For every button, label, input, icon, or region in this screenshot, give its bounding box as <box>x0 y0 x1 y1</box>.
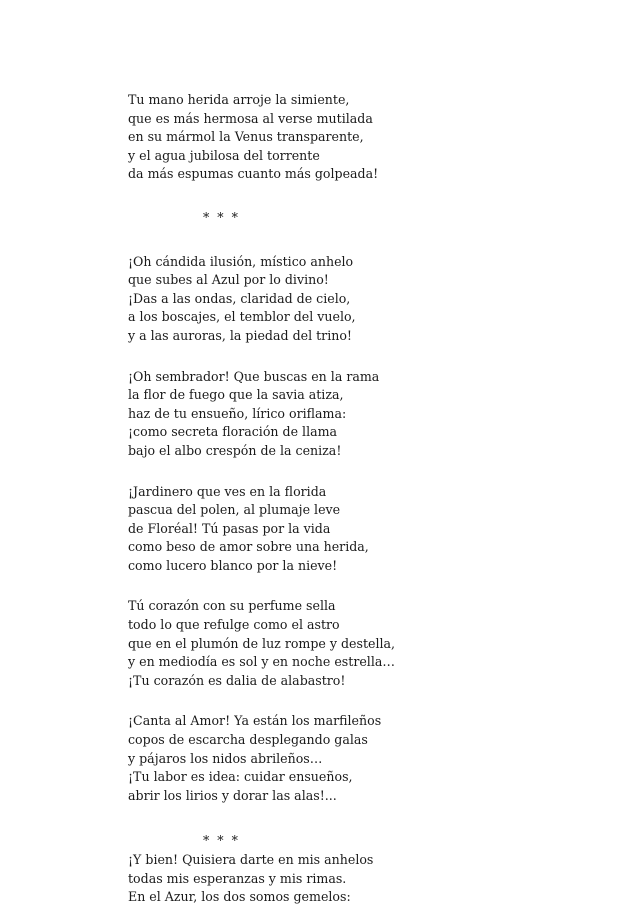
stanza-1 <box>128 91 608 184</box>
section-separator: * * * <box>203 209 240 225</box>
verse-line: como lucero blanco por la nieve! <box>128 557 338 573</box>
verse-line: la flor de fuego que la savia atiza, <box>128 387 344 403</box>
verse-line: ¡Y bien! Quisiera darte en mis anhelos <box>128 852 374 867</box>
verse-line: que en el plumón de luz rompe y destella, <box>128 635 396 651</box>
verse-line: Tu mano herida arroje la simiente, <box>128 92 350 107</box>
verse-line: pascua del polen, al plumaje leve <box>128 502 341 518</box>
verse-line: ¡Tu corazón es dalia de alabastro! <box>128 672 346 688</box>
stanza-2 <box>128 253 608 346</box>
verse-line: y a las auroras, la piedad del trino! <box>128 327 352 343</box>
verse-line: todo lo que refulge como el astro <box>128 617 340 633</box>
verse-line: y en mediodía es sol y en noche estrella… <box>128 654 395 670</box>
verse-line: en su mármol la Venus transparente, <box>128 129 364 145</box>
verse-line: de Floréal! Tú pasas por la vida <box>128 520 331 536</box>
verse-line: da más espumas cuanto más golpeada! <box>128 166 379 182</box>
verse-line: como beso de amor sobre una herida, <box>128 539 369 555</box>
verse-line: todas mis esperanzas y mis rimas. <box>128 870 347 886</box>
verse-line: copos de escarcha desplegando galas <box>128 732 368 748</box>
verse-line: y pájaros los nidos abrileños… <box>128 750 323 766</box>
verse-line: ¡como secreta floración de llama <box>128 424 338 440</box>
stanza-5 <box>128 597 608 690</box>
stanza-6 <box>128 712 608 805</box>
verse-line: ¡Oh sembrador! Que buscas en la rama <box>128 368 380 384</box>
verse-line: En el Azur, los dos somos gemelos: <box>128 889 351 905</box>
verse-line: ¡Oh cándida ilusión, místico anhelo <box>128 253 354 269</box>
verse-line: abrir los lirios y dorar las alas!... <box>128 787 337 803</box>
stanza-7 <box>128 851 608 907</box>
verse-line: ¡Tu labor es idea: cuidar ensueños, <box>128 769 353 785</box>
verse-line: Tú corazón con su perfume sella <box>128 598 336 614</box>
verse-line: ¡Canta al Amor! Ya están los marfileños <box>128 713 382 729</box>
verse-line: bajo el albo crespón de la ceniza! <box>128 442 342 458</box>
verse-line: ¡Das a las ondas, claridad de cielo, <box>128 290 351 306</box>
poem-page <box>128 91 608 907</box>
stanza-3 <box>128 368 608 461</box>
verse-line: que subes al Azul por lo divino! <box>128 272 329 288</box>
verse-line: que es más hermosa al verse mutilada <box>128 110 373 126</box>
verse-line: ¡Jardinero que ves en la florida <box>128 483 327 499</box>
section-separator: * * * <box>203 833 240 849</box>
verse-line: a los boscajes, el temblor del vuelo, <box>128 309 356 325</box>
stanza-4 <box>128 483 608 576</box>
verse-line: haz de tu ensueño, lírico oriflama: <box>128 405 347 421</box>
verse-line: y el agua jubilosa del torrente <box>128 147 320 163</box>
